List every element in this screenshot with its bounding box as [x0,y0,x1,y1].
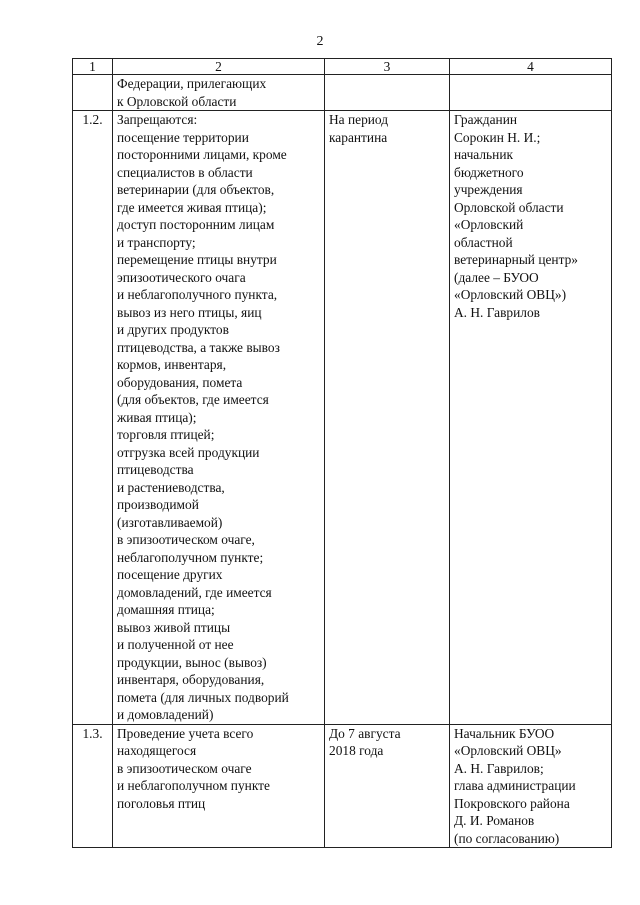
term-line: 2018 года [329,743,384,758]
measure-line: торговля птицей; [117,427,215,442]
row-number: 1.2. [73,111,113,725]
measure-line: (для объектов, где имеется [117,392,269,407]
measure-line: вывоз живой птицы [117,619,231,635]
measure-line: к Орловской области [117,93,237,109]
measure-line: Запрещаются: [117,112,198,127]
measure-line: и растениеводства, [117,479,225,495]
measure-line: доступ посторонним лицам [117,217,275,232]
measure-line: специалистов в области [117,164,253,180]
table-row [73,111,612,725]
responsible-cell [450,111,612,725]
table-row [73,75,612,111]
measure-line: и полученной от нее [117,637,234,652]
page-number: 2 [316,34,324,49]
measure-line: находящегося [117,743,197,758]
measure-line: отгрузка всей продукции [117,444,260,460]
measure-line: где имеется живая птица); [117,199,267,215]
measure-line: и неблагополучном пункте [117,778,270,793]
measure-line: продукции, вынос (вывоз) [117,654,267,670]
row-number: 1.3. [73,724,113,848]
measure-line: инвентаря, оборудования, [117,672,265,687]
term-line: карантина [329,129,388,145]
measure-cell [113,75,325,111]
responsible-line: А. Н. Гаврилов [454,304,540,320]
responsible-line: начальник [454,147,513,162]
term-cell [325,75,450,111]
measure-line: перемещение птицы внутри [117,252,277,267]
table-row [73,724,612,848]
responsible-line: бюджетного [454,164,524,180]
measure-line: Федерации, прилегающих [117,76,267,91]
responsible-line: «Орловский ОВЦ») [454,287,567,302]
measure-line: домовладений, где имеется [117,584,272,600]
measure-line: и транспорту; [117,234,196,250]
measure-line: кормов, инвентаря, [117,357,227,372]
responsible-line: (далее – БУОО [454,269,539,285]
row-number [73,75,113,111]
responsible-line: Д. И. Романов [454,813,535,828]
responsible-cell [450,724,612,848]
measure-line: поголовья птиц [117,795,206,811]
measure-line: эпизоотического очага [117,269,246,285]
header-cell: 2 [113,59,325,75]
responsible-line: «Орловский [454,217,524,232]
header-cell: 3 [325,59,450,75]
term-line: До 7 августа [329,725,401,741]
responsible-line: Орловской области [454,199,564,215]
measure-line: домашняя птица; [117,602,215,617]
responsible-line: глава администрации [454,778,576,793]
measure-line: живая птица); [117,409,197,425]
responsible-line: «Орловский ОВЦ» [454,743,562,758]
measure-line: в эпизоотическом очаге [117,760,252,776]
responsible-line: (по согласованию) [454,830,560,846]
responsible-cell [450,75,612,111]
term-cell [325,724,450,848]
measure-line: посторонними лицами, кроме [117,147,287,162]
responsible-line: Гражданин [454,112,518,127]
responsible-line: А. Н. Гаврилов; [454,760,544,776]
measure-line: и других продуктов [117,322,229,337]
measure-line: и домовладений) [117,707,214,722]
measure-line: и неблагополучного пункта, [117,287,278,302]
term-line: На период [329,112,389,127]
responsible-line: областной [454,234,513,250]
measure-line: ветеринарии (для объектов, [117,182,275,197]
responsible-line: Покровского района [454,795,570,811]
measure-line: оборудования, помета [117,374,243,390]
table-header-row [73,59,612,75]
measure-line: производимой [117,497,199,512]
measure-line: в эпизоотическом очаге, [117,532,255,547]
measure-line: Проведение учета всего [117,725,254,741]
measure-line: посещение других [117,567,223,582]
measure-line: посещение территории [117,129,249,145]
responsible-line: учреждения [454,182,523,197]
measure-cell [113,724,325,848]
measure-cell [113,111,325,725]
term-cell [325,111,450,725]
measure-line: птицеводства, а также вывоз [117,339,280,355]
measure-line: (изготавливаемой) [117,514,223,530]
responsible-line: ветеринарный центр» [454,252,579,267]
header-cell: 4 [450,59,612,75]
responsible-line: Начальник БУОО [454,725,555,741]
measure-line: вывоз из него птицы, яиц [117,304,262,320]
measures-table [72,58,612,848]
measure-line: неблагополучном пункте; [117,549,264,565]
measure-line: птицеводства [117,462,194,477]
measure-line: помета (для личных подворий [117,689,289,705]
responsible-line: Сорокин Н. И.; [454,129,541,145]
header-cell: 1 [73,59,113,75]
